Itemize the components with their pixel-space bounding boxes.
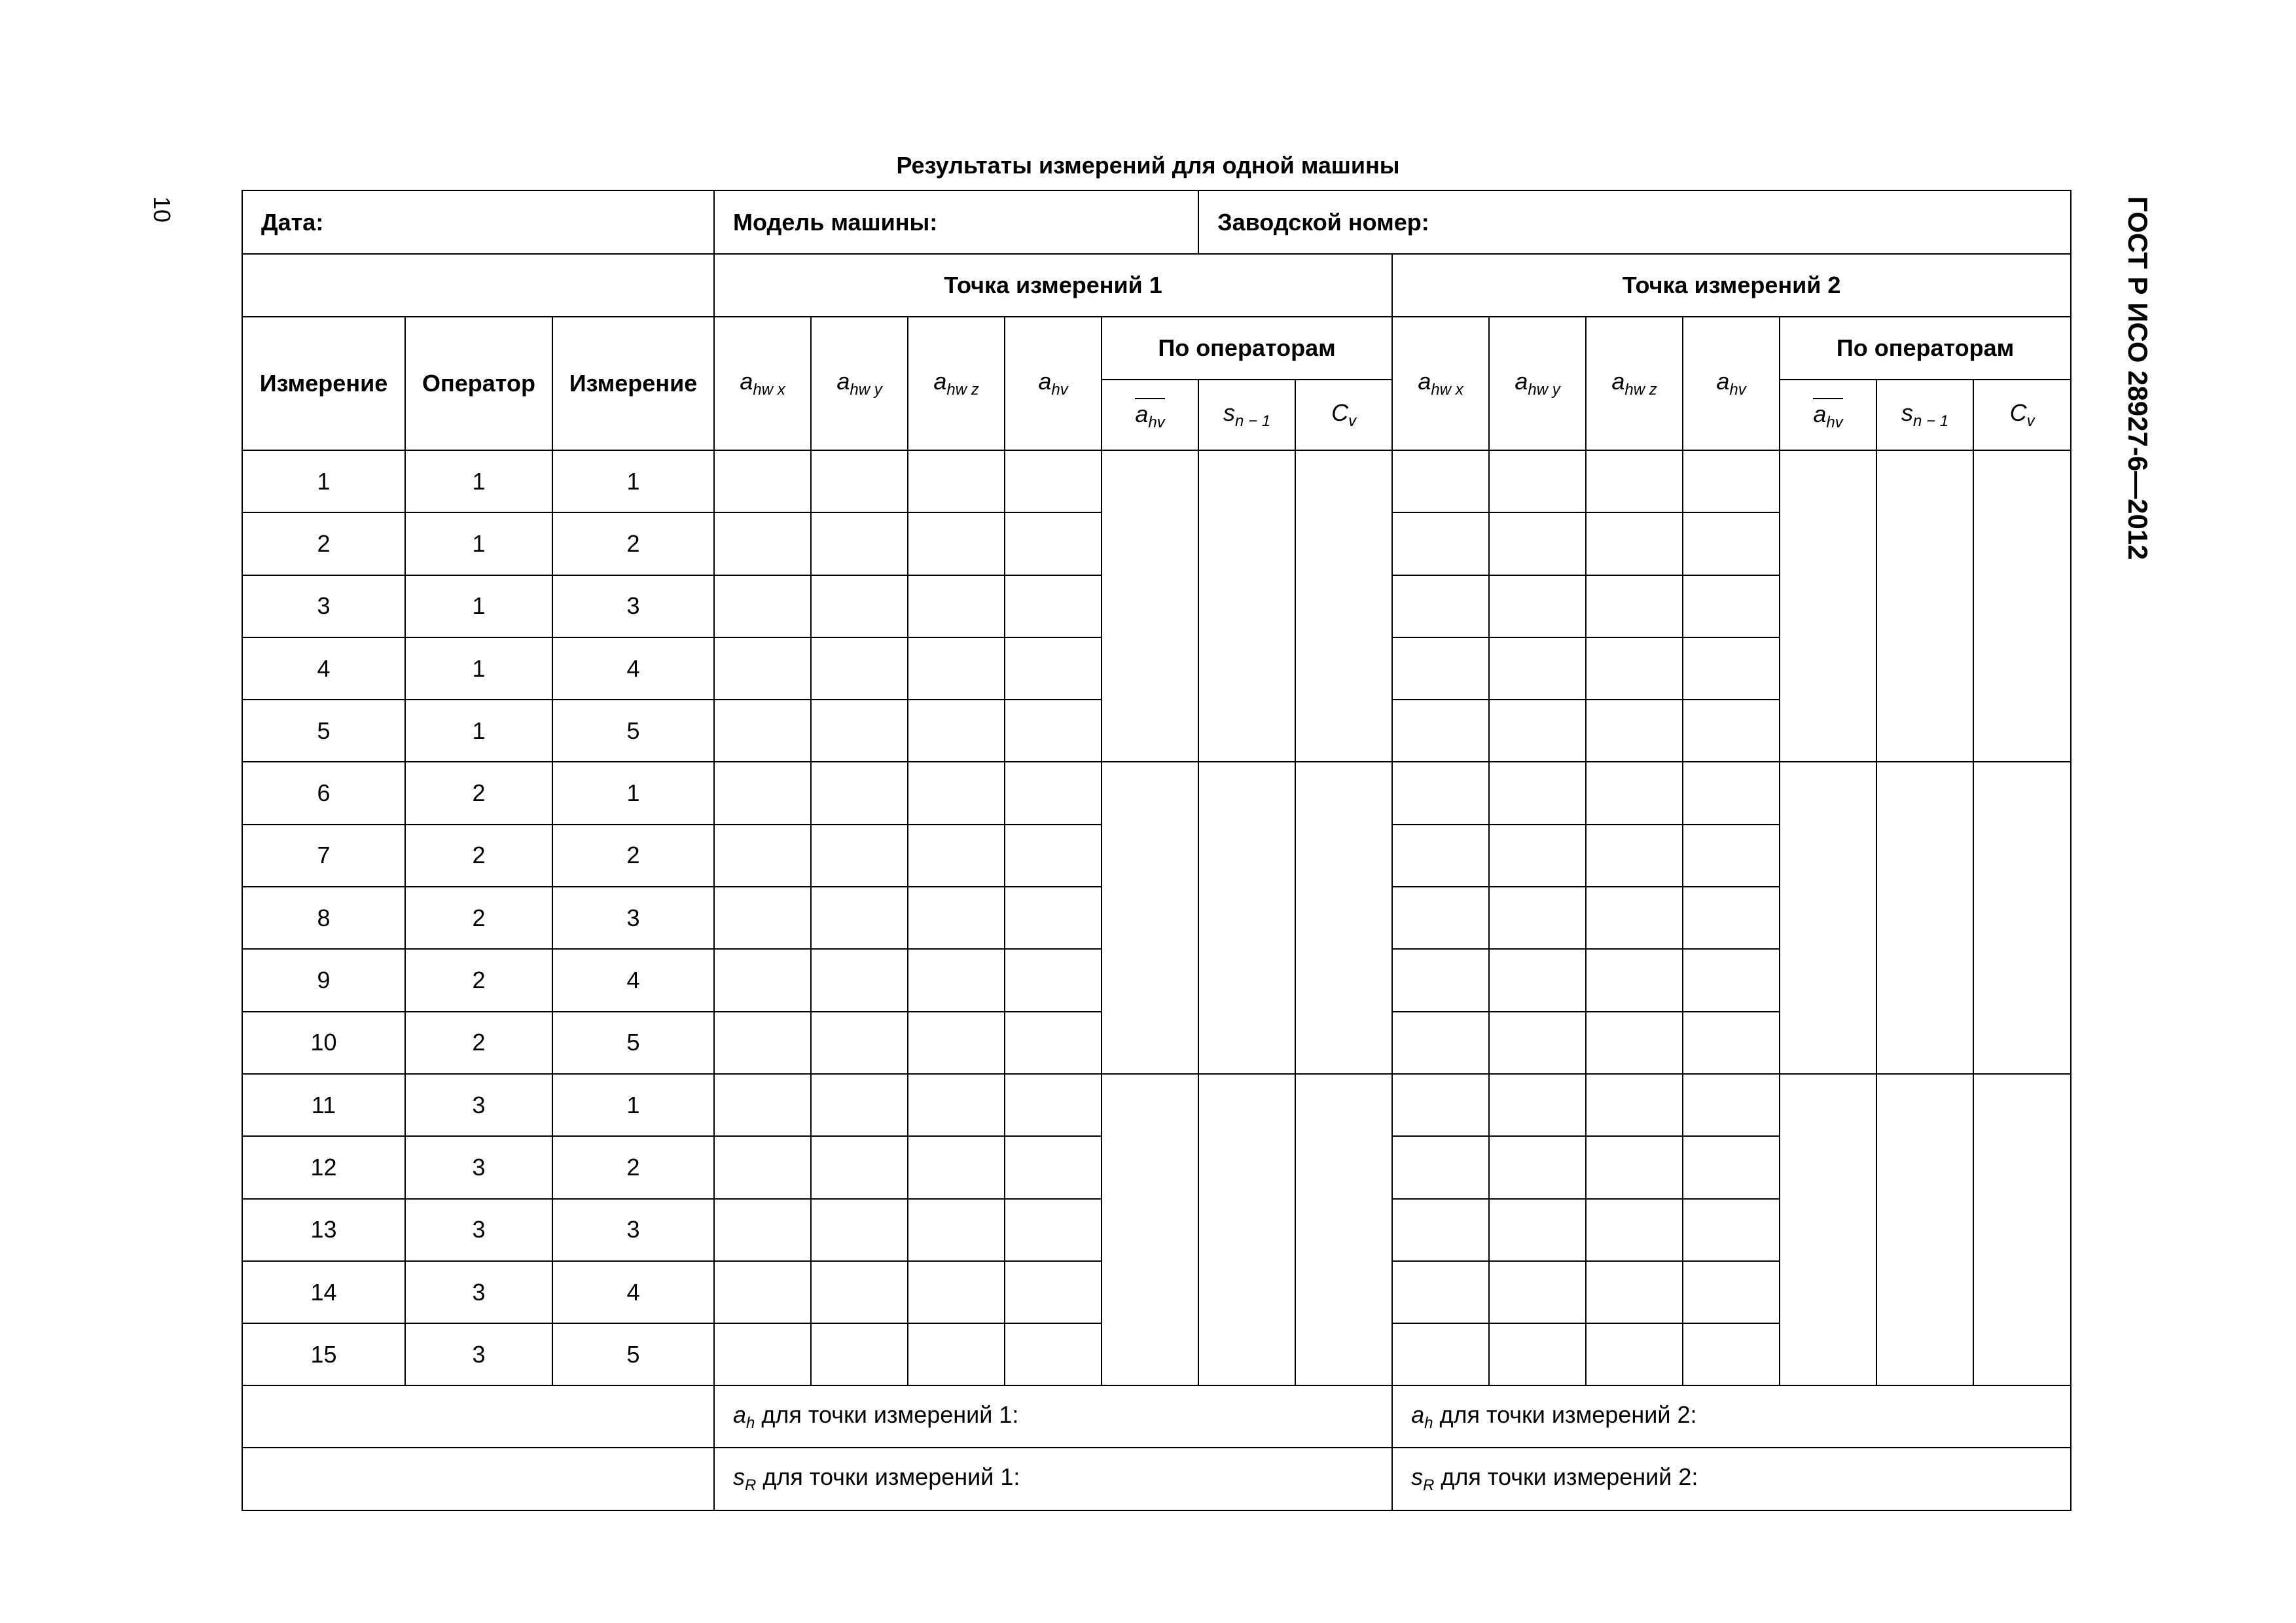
cell-p2-value [1683, 949, 1780, 1011]
cell-p1-value [1005, 1136, 1102, 1198]
col-p1-ahwx [714, 317, 811, 450]
cell-measurement-2: 3 [552, 575, 714, 637]
col-p1-ahwz [908, 317, 1005, 450]
footer-row-sr [242, 1448, 2071, 1510]
cell-measurement: 8 [242, 887, 405, 949]
symbol-subscript: R [745, 1476, 757, 1495]
blank-cell [242, 1448, 714, 1510]
cell-measurement: 13 [242, 1199, 405, 1261]
cell-p1-value [714, 700, 811, 762]
symbol-letter: s [1411, 1463, 1424, 1491]
point-1-header: Точка измерений 1 [714, 254, 1392, 317]
cell-p2-value [1489, 1261, 1586, 1323]
cell-p2-value [1392, 450, 1489, 512]
cell-p1-value [1005, 1199, 1102, 1261]
cell-p2-value [1683, 1261, 1780, 1323]
blank-cell [242, 1385, 714, 1448]
cell-p1-value [714, 637, 811, 700]
cell-p1-value [811, 700, 908, 762]
cell-p2-value [1489, 700, 1586, 762]
cell-p2-value [1489, 1074, 1586, 1136]
cell-measurement: 4 [242, 637, 405, 700]
symbol-letter: s [733, 1463, 745, 1491]
cell-p1-value [1005, 762, 1102, 824]
symbol-letter: a [933, 368, 947, 395]
cell-p1-operator-stat [1198, 450, 1295, 762]
cell-operator: 3 [405, 1261, 552, 1323]
cell-operator: 3 [405, 1136, 552, 1198]
col-p2-ahwy [1489, 317, 1586, 450]
cell-p2-operator-stat [1780, 1074, 1876, 1385]
symbol-letter: a [1418, 368, 1431, 395]
cell-p2-value [1586, 512, 1683, 575]
cell-p2-value [1392, 949, 1489, 1011]
cell-measurement: 1 [242, 450, 405, 512]
cell-p2-value [1586, 1136, 1683, 1198]
cell-p1-value [908, 700, 1005, 762]
cell-p1-value [908, 949, 1005, 1011]
cell-p2-value [1489, 825, 1586, 887]
cell-p2-value [1392, 825, 1489, 887]
cell-p1-value [714, 1261, 811, 1323]
cell-p1-value [908, 1136, 1005, 1198]
cell-p1-value [714, 825, 811, 887]
cell-p2-operator-stat [1876, 762, 1973, 1073]
symbol-subscript: hw y [850, 381, 882, 399]
col-p1-ahv [1005, 317, 1102, 450]
cell-p2-value [1683, 637, 1780, 700]
cell-p1-value [811, 1261, 908, 1323]
symbol-subscript: R [1423, 1476, 1435, 1495]
symbol-subscript: hw x [1431, 381, 1463, 399]
cell-p1-value [714, 1012, 811, 1074]
col-p2-ahv-mean [1780, 380, 1876, 450]
cell-p2-value [1586, 887, 1683, 949]
cell-p1-operator-stat [1102, 450, 1198, 762]
cell-operator: 1 [405, 575, 552, 637]
cell-measurement-2: 1 [552, 450, 714, 512]
cell-p2-value [1392, 1074, 1489, 1136]
col-p1-sn1 [1198, 380, 1295, 450]
symbol-letter: a [740, 368, 753, 395]
symbol-subscript: hv [1148, 414, 1165, 431]
cell-measurement: 3 [242, 575, 405, 637]
cell-p2-value [1683, 1199, 1780, 1261]
cell-operator: 2 [405, 825, 552, 887]
cell-p1-value [908, 512, 1005, 575]
cell-p1-value [1005, 949, 1102, 1011]
symbol-letter: a [1038, 368, 1052, 395]
table-row [242, 450, 2071, 512]
cell-p2-operator-stat [1973, 762, 2071, 1073]
cell-p2-value [1392, 887, 1489, 949]
cell-p2-value [1392, 1136, 1489, 1198]
col-measurement: Измерение [242, 317, 405, 450]
cell-p1-value [908, 1012, 1005, 1074]
cell-p1-value [811, 1136, 908, 1198]
cell-p2-value [1683, 512, 1780, 575]
cell-p2-value [1489, 450, 1586, 512]
cell-p2-value [1392, 1323, 1489, 1385]
cell-operator: 2 [405, 887, 552, 949]
cell-p2-value [1392, 700, 1489, 762]
cell-p1-value [908, 1074, 1005, 1136]
cell-p2-value [1586, 949, 1683, 1011]
page-number-text: 10 [149, 196, 175, 223]
symbol-letter: s [1901, 399, 1914, 426]
cell-p2-value [1683, 762, 1780, 824]
symbol-subscript: v [2026, 412, 2035, 430]
col-measurement-2: Измерение [552, 317, 714, 450]
cell-p2-value [1489, 637, 1586, 700]
cell-p1-value [811, 450, 908, 512]
symbol-letter: a [1411, 1400, 1425, 1428]
cell-measurement-2: 5 [552, 700, 714, 762]
cell-measurement: 6 [242, 762, 405, 824]
cell-measurement: 10 [242, 1012, 405, 1074]
cell-operator: 3 [405, 1199, 552, 1261]
cell-measurement: 9 [242, 949, 405, 1011]
cell-measurement: 5 [242, 700, 405, 762]
symbol-subscript: hw z [1624, 381, 1657, 399]
col-p1-ahwy [811, 317, 908, 450]
cell-p2-value [1683, 825, 1780, 887]
cell-p1-value [908, 637, 1005, 700]
cell-p2-value [1586, 1261, 1683, 1323]
point-2-header: Точка измерений 2 [1392, 254, 2071, 317]
cell-p1-value [1005, 700, 1102, 762]
cell-p1-value [811, 512, 908, 575]
symbol-letter: C [2009, 399, 2027, 426]
cell-p2-operator-stat [1780, 762, 1876, 1073]
cell-p1-operator-stat [1198, 762, 1295, 1073]
sr-point-2 [1392, 1448, 2071, 1510]
ah-point-1-text: для точки измерений 1: [755, 1400, 1019, 1428]
cell-p2-value [1586, 1323, 1683, 1385]
cell-p2-value [1586, 700, 1683, 762]
cell-p1-value [908, 887, 1005, 949]
cell-p1-operator-stat [1198, 1074, 1295, 1385]
cell-measurement: 2 [242, 512, 405, 575]
cell-p1-operator-stat [1295, 450, 1392, 762]
cell-p1-value [714, 1136, 811, 1198]
cell-p1-value [1005, 1074, 1102, 1136]
cell-p2-value [1586, 1074, 1683, 1136]
cell-operator: 3 [405, 1323, 552, 1385]
symbol-letter: a [1611, 368, 1625, 395]
cell-measurement-2: 2 [552, 512, 714, 575]
cell-p2-value [1489, 1323, 1586, 1385]
cell-p2-value [1392, 1012, 1489, 1074]
col-p2-sn1 [1876, 380, 1973, 450]
cell-p1-value [1005, 1323, 1102, 1385]
cell-p2-value [1683, 1136, 1780, 1198]
cell-p1-value [714, 949, 811, 1011]
cell-p1-value [714, 512, 811, 575]
cell-p2-value [1489, 1012, 1586, 1074]
cell-p1-value [1005, 450, 1102, 512]
cell-p2-value [1586, 762, 1683, 824]
symbol-subscript: n − 1 [1913, 412, 1949, 430]
cell-p1-value [1005, 887, 1102, 949]
cell-p2-operator-stat [1973, 1074, 2071, 1385]
cell-p1-value [714, 575, 811, 637]
cell-p1-value [811, 887, 908, 949]
blank-cell [242, 254, 714, 317]
symbol-letter: a [1135, 401, 1149, 427]
symbol-subscript: h [746, 1414, 755, 1432]
col-p2-by-operators: По операторам [1780, 317, 2071, 380]
cell-operator: 3 [405, 1074, 552, 1136]
cell-p1-operator-stat [1295, 1074, 1392, 1385]
cell-p2-value [1392, 512, 1489, 575]
cell-operator: 1 [405, 512, 552, 575]
page-number [149, 196, 175, 249]
cell-p2-value [1392, 1261, 1489, 1323]
cell-p2-value [1489, 575, 1586, 637]
cell-p1-value [714, 1074, 811, 1136]
cell-measurement-2: 2 [552, 825, 714, 887]
cell-operator: 1 [405, 700, 552, 762]
cell-measurement-2: 4 [552, 1261, 714, 1323]
cell-measurement: 14 [242, 1261, 405, 1323]
header-info-row [242, 190, 2071, 254]
cell-p1-value [714, 450, 811, 512]
cell-p2-value [1586, 575, 1683, 637]
cell-p1-value [908, 450, 1005, 512]
cell-p2-value [1683, 450, 1780, 512]
cell-p1-value [811, 637, 908, 700]
cell-operator: 2 [405, 1012, 552, 1074]
symbol-subscript: hw z [946, 381, 979, 399]
cell-p2-value [1392, 575, 1489, 637]
col-p1-ahv-mean [1102, 380, 1198, 450]
cell-p2-value [1392, 637, 1489, 700]
cell-p2-operator-stat [1876, 1074, 1973, 1385]
symbol-letter: a [1716, 368, 1730, 395]
cell-p2-value [1683, 887, 1780, 949]
cell-p1-value [811, 949, 908, 1011]
ah-point-1 [714, 1385, 1392, 1448]
measurement-results-table [242, 190, 2072, 1511]
cell-p2-operator-stat [1973, 450, 2071, 762]
col-p2-ahwx [1392, 317, 1489, 450]
cell-p1-value [714, 1199, 811, 1261]
cell-p1-value [811, 575, 908, 637]
cell-p1-operator-stat [1102, 1074, 1198, 1385]
cell-p1-value [1005, 575, 1102, 637]
cell-measurement: 7 [242, 825, 405, 887]
cell-p1-value [908, 1323, 1005, 1385]
symbol-subscript: hv [1826, 414, 1843, 431]
symbol-subscript: h [1424, 1414, 1433, 1432]
cell-p2-value [1586, 1012, 1683, 1074]
table-row [242, 1074, 2071, 1136]
standard-reference: ГОСТ Р ИСО 28927-6—2012 [2123, 196, 2153, 560]
cell-p2-value [1586, 637, 1683, 700]
cell-p2-value [1683, 700, 1780, 762]
col-p1-cv [1295, 380, 1392, 450]
symbol-subscript: v [1348, 412, 1357, 430]
cell-p2-value [1489, 512, 1586, 575]
ah-point-2 [1392, 1385, 2071, 1448]
cell-p1-value [908, 1199, 1005, 1261]
cell-measurement-2: 4 [552, 637, 714, 700]
cell-p2-value [1683, 1012, 1780, 1074]
cell-p2-operator-stat [1876, 450, 1973, 762]
ah-point-2-text: для точки измерений 2: [1433, 1400, 1697, 1428]
symbol-letter: a [1813, 401, 1827, 427]
sr-point-2-text: для точки измерений 2: [1434, 1463, 1698, 1491]
cell-p2-value [1392, 762, 1489, 824]
cell-measurement-2: 5 [552, 1323, 714, 1385]
cell-measurement: 11 [242, 1074, 405, 1136]
col-p1-by-operators: По операторам [1102, 317, 1392, 380]
cell-p1-value [811, 825, 908, 887]
cell-operator: 1 [405, 450, 552, 512]
sr-point-1-text: для точки измерений 1: [756, 1463, 1020, 1491]
points-row [242, 254, 2071, 317]
symbol-letter: a [733, 1400, 747, 1428]
cell-p1-value [908, 1261, 1005, 1323]
col-p2-ahwz [1586, 317, 1683, 450]
symbol-subscript: n − 1 [1235, 412, 1271, 430]
cell-p2-value [1586, 1199, 1683, 1261]
cell-operator: 1 [405, 637, 552, 700]
cell-measurement: 12 [242, 1136, 405, 1198]
cell-p2-value [1489, 762, 1586, 824]
cell-p1-operator-stat [1295, 762, 1392, 1073]
footer-row-ah [242, 1385, 2071, 1448]
cell-p2-value [1683, 1323, 1780, 1385]
symbol-subscript: hw x [753, 381, 785, 399]
cell-p1-value [811, 1323, 908, 1385]
cell-measurement-2: 1 [552, 1074, 714, 1136]
cell-p1-value [908, 575, 1005, 637]
cell-measurement-2: 3 [552, 887, 714, 949]
cell-p1-value [908, 762, 1005, 824]
cell-p2-operator-stat [1780, 450, 1876, 762]
cell-p1-value [811, 1074, 908, 1136]
symbol-letter: C [1331, 399, 1349, 426]
col-operator: Оператор [405, 317, 552, 450]
model-label: Модель машины: [714, 190, 1198, 254]
cell-p2-value [1586, 450, 1683, 512]
cell-p2-value [1683, 1074, 1780, 1136]
page-title: Результаты измерений для одной машины [896, 152, 1400, 179]
cell-p2-value [1392, 1199, 1489, 1261]
symbol-subscript: hw y [1528, 381, 1560, 399]
cell-operator: 2 [405, 949, 552, 1011]
cell-p1-value [714, 887, 811, 949]
cell-p2-value [1586, 825, 1683, 887]
cell-measurement: 15 [242, 1323, 405, 1385]
cell-measurement-2: 3 [552, 1199, 714, 1261]
column-header-row-1 [242, 317, 2071, 380]
sr-point-1 [714, 1448, 1392, 1510]
symbol-subscript: hv [1729, 381, 1746, 399]
cell-measurement-2: 2 [552, 1136, 714, 1198]
symbol-letter: s [1223, 399, 1236, 426]
cell-p1-value [1005, 512, 1102, 575]
cell-p1-value [811, 1199, 908, 1261]
cell-measurement-2: 1 [552, 762, 714, 824]
cell-p1-value [811, 1012, 908, 1074]
cell-p2-value [1683, 575, 1780, 637]
cell-p1-value [1005, 825, 1102, 887]
cell-operator: 2 [405, 762, 552, 824]
cell-p2-value [1489, 1136, 1586, 1198]
table-row [242, 762, 2071, 824]
cell-p1-value [811, 762, 908, 824]
serial-label: Заводской номер: [1198, 190, 2071, 254]
cell-p1-value [714, 1323, 811, 1385]
symbol-letter: a [836, 368, 850, 395]
cell-p2-value [1489, 949, 1586, 1011]
cell-p1-value [714, 762, 811, 824]
cell-p2-value [1489, 1199, 1586, 1261]
date-label: Дата: [242, 190, 714, 254]
cell-p1-value [1005, 1261, 1102, 1323]
symbol-subscript: hv [1051, 381, 1068, 399]
symbol-letter: a [1515, 368, 1528, 395]
col-p2-ahv [1683, 317, 1780, 450]
cell-p1-value [1005, 637, 1102, 700]
cell-p1-operator-stat [1102, 762, 1198, 1073]
cell-measurement-2: 4 [552, 949, 714, 1011]
col-p2-cv [1973, 380, 2071, 450]
cell-measurement-2: 5 [552, 1012, 714, 1074]
cell-p1-value [1005, 1012, 1102, 1074]
cell-p1-value [908, 825, 1005, 887]
cell-p2-value [1489, 887, 1586, 949]
